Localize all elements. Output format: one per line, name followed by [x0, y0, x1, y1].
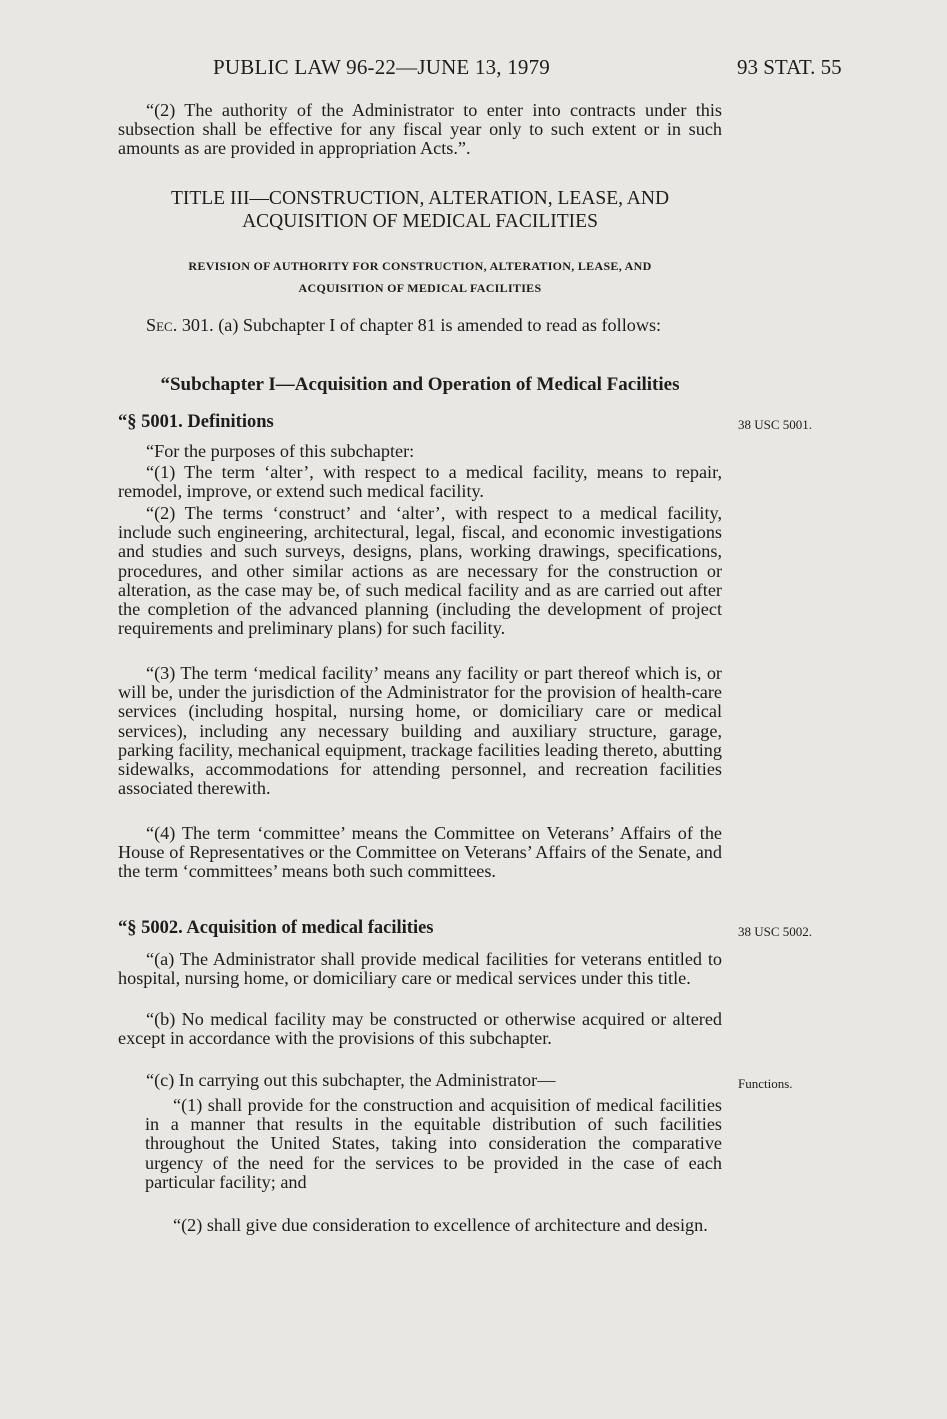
section-301-paragraph [118, 316, 722, 335]
revision-heading-line2: ACQUISITION OF MEDICAL FACILITIES [298, 281, 542, 295]
definition-2: “(2) The terms ‘construct’ and ‘alter’, with respect to a medical facility, include such engineering, architectural, legal, fiscal, and economic investigations and studies and such surveys, designs, plans, working drawings, specifications, procedures, and other similar actions as are necessary for the construction or alteration, as the case may be, of such medical facility and as are carried out after the completion of the advanced planning (including the development of project requirements and preliminary plans) for such facility. [118, 503, 722, 639]
section-5002-heading: “§ 5002. Acquisition of medical facilities [118, 918, 434, 938]
subsection-a: “(a) The Administrator shall provide medical facilities for veterans entitled to hospital, nursing home, or domiciliary care or medical services under this title. [118, 949, 722, 989]
page-header-title: PUBLIC LAW 96-22—JUNE 13, 1979 [213, 55, 551, 79]
clause-c2: “(2) shall give due consideration to excellence of architecture and design. [173, 1215, 708, 1235]
definition-3: “(3) The term ‘medical facility’ means any facility or part thereof which is, or will be, under the jurisdiction of the Administrator for the provision of health-care services (including hospital, nursing home, or domiciliary care or medical services), including any necessary building and auxiliary structure, garage, parking facility, mechanical equipment, trackage facilities leading thereto, abutting sidewalks, accommodations for attending personnel, and recreation facilities associated therewith. [118, 663, 722, 799]
section-5001-heading: “§ 5001. Definitions [118, 412, 274, 432]
section-301-text: 301. (a) Subchapter I of chapter 81 is amended to read as follows: [177, 315, 662, 335]
title-heading-line2: ACQUISITION OF MEDICAL FACILITIES [242, 211, 598, 232]
definition-1: “(1) The term ‘alter’, with respect to a medical facility, means to repair, remodel, improve, or extend such medical facility. [118, 462, 722, 502]
section-label: Sec. [146, 315, 178, 335]
title-heading-line1: TITLE III—CONSTRUCTION, ALTERATION, LEASE, AND [170, 188, 670, 209]
definition-4: “(4) The term ‘committee’ means the Committee on Veterans’ Affairs of the House of Representatives or the Committee on Veterans’ Affairs of the Senate, and the term ‘committees’ means both such committees. [118, 823, 722, 882]
subsection-b: “(b) No medical facility may be constructed or otherwise acquired or altered except in accordance with the provisions of this subchapter. [118, 1009, 722, 1049]
margin-note-5002: 38 USC 5002. [738, 924, 813, 939]
page-header-stat: 93 STAT. 55 [737, 55, 842, 79]
intro-paragraph: “(2) The authority of the Administrator to enter into contracts under this subsection shall be effective for any fiscal year only to such extent or in such amounts as are provided in appropriation Acts.”. [118, 100, 722, 159]
margin-note-5001: 38 USC 5001. [738, 417, 813, 432]
revision-heading-line1: REVISION OF AUTHORITY FOR CONSTRUCTION, ALTERATION, LEASE, AND [188, 259, 652, 273]
margin-note-functions: Functions. [738, 1076, 793, 1091]
clause-c1: “(1) shall provide for the construction and acquisition of medical facilities in a manner that results in the equitable distribution of such facilities throughout the United States, taking into consideration the comparative urgency of the need for the services to be provided in the case of each particular facility; and [145, 1095, 722, 1192]
subsection-c: “(c) In carrying out this subchapter, the Administrator— [146, 1070, 556, 1090]
purposes-line: “For the purposes of this subchapter: [146, 441, 415, 461]
subchapter-heading: “Subchapter I—Acquisition and Operation of Medical Facilities [160, 374, 680, 395]
